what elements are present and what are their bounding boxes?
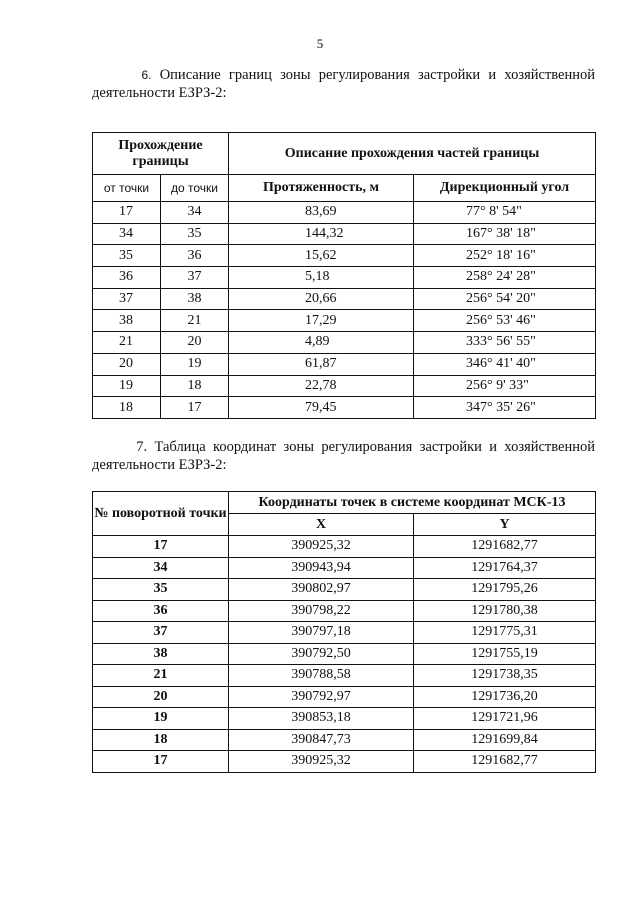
cell-from: 36 — [93, 267, 161, 289]
cell-from: 21 — [93, 332, 161, 354]
header-point: № поворотной точки — [93, 492, 229, 536]
cell-length: 5,18 — [229, 267, 414, 289]
table-row — [93, 245, 596, 267]
cell-length: 4,89 — [229, 332, 414, 354]
table-row — [93, 686, 596, 708]
table-row — [93, 536, 596, 558]
cell-from: 34 — [93, 223, 161, 245]
cell-y: 1291682,77 — [414, 536, 596, 558]
cell-point: 17 — [93, 751, 229, 773]
cell-to: 18 — [161, 375, 229, 397]
cell-length: 61,87 — [229, 353, 414, 375]
cell-point: 34 — [93, 557, 229, 579]
table-row — [93, 622, 596, 644]
header-coordinates: Координаты точек в системе координат МСК-13 — [229, 492, 596, 514]
cell-x: 390925,32 — [229, 751, 414, 773]
subheader-from: от точки — [93, 175, 161, 202]
cell-y: 1291764,37 — [414, 557, 596, 579]
cell-point: 17 — [93, 536, 229, 558]
cell-point: 21 — [93, 665, 229, 687]
cell-point: 36 — [93, 600, 229, 622]
boundary-description-table — [92, 132, 596, 419]
cell-length: 20,66 — [229, 288, 414, 310]
subheader-angle: Дирекционный угол — [414, 175, 596, 202]
cell-point: 18 — [93, 729, 229, 751]
cell-from: 20 — [93, 353, 161, 375]
cell-length: 22,78 — [229, 375, 414, 397]
cell-point: 37 — [93, 622, 229, 644]
cell-to: 35 — [161, 223, 229, 245]
section-7-text: 7. Таблица координат зоны регулирования застройки и хозяйственной деятельности ЕЗРЗ-2: — [92, 439, 595, 473]
cell-point: 19 — [93, 708, 229, 730]
cell-from: 38 — [93, 310, 161, 332]
table-row — [93, 643, 596, 665]
table-row — [93, 353, 596, 375]
cell-x: 390788,58 — [229, 665, 414, 687]
table-row — [93, 375, 596, 397]
cell-x: 390802,97 — [229, 579, 414, 601]
cell-x: 390943,94 — [229, 557, 414, 579]
cell-x: 390853,18 — [229, 708, 414, 730]
cell-length: 83,69 — [229, 202, 414, 224]
cell-to: 21 — [161, 310, 229, 332]
subheader-to: до точки — [161, 175, 229, 202]
section-6-number: 6. — [141, 68, 152, 82]
cell-angle: 256° 9' 33" — [414, 375, 596, 397]
table-row — [93, 310, 596, 332]
cell-x: 390798,22 — [229, 600, 414, 622]
cell-from: 35 — [93, 245, 161, 267]
section-6-paragraph — [92, 66, 595, 102]
cell-to: 17 — [161, 397, 229, 419]
coordinates-table — [92, 491, 596, 773]
table-row — [93, 557, 596, 579]
cell-y: 1291780,38 — [414, 600, 596, 622]
cell-to: 19 — [161, 353, 229, 375]
cell-angle: 256° 54' 20" — [414, 288, 596, 310]
cell-length: 144,32 — [229, 223, 414, 245]
table-row — [93, 267, 596, 289]
cell-x: 390797,18 — [229, 622, 414, 644]
subheader-y: Y — [414, 514, 596, 536]
cell-to: 20 — [161, 332, 229, 354]
cell-to: 34 — [161, 202, 229, 224]
cell-angle: 258° 24' 28" — [414, 267, 596, 289]
cell-point: 35 — [93, 579, 229, 601]
cell-y: 1291682,77 — [414, 751, 596, 773]
cell-from: 19 — [93, 375, 161, 397]
cell-length: 17,29 — [229, 310, 414, 332]
table-row — [93, 708, 596, 730]
table-row — [93, 600, 596, 622]
table-row — [93, 223, 596, 245]
cell-length: 79,45 — [229, 397, 414, 419]
header-description: Описание прохождения частей границы — [229, 133, 596, 175]
cell-y: 1291738,35 — [414, 665, 596, 687]
cell-to: 38 — [161, 288, 229, 310]
cell-x: 390792,50 — [229, 643, 414, 665]
table-row — [93, 397, 596, 419]
table-row — [93, 665, 596, 687]
cell-x: 390847,73 — [229, 729, 414, 751]
cell-angle: 252° 18' 16" — [414, 245, 596, 267]
table-row — [93, 288, 596, 310]
cell-from: 17 — [93, 202, 161, 224]
cell-x: 390925,32 — [229, 536, 414, 558]
subheader-x: X — [229, 514, 414, 536]
section-6-text: Описание границ зоны регулирования застройки и хозяйственной деятельности ЕЗРЗ-2: — [92, 67, 596, 101]
table-row — [93, 751, 596, 773]
table-row — [93, 579, 596, 601]
page-number: 5 — [316, 36, 324, 51]
cell-angle: 347° 35' 26" — [414, 397, 596, 419]
cell-y: 1291795,26 — [414, 579, 596, 601]
cell-from: 18 — [93, 397, 161, 419]
cell-angle: 77° 8' 54" — [414, 202, 596, 224]
cell-length: 15,62 — [229, 245, 414, 267]
cell-y: 1291736,20 — [414, 686, 596, 708]
table-row — [93, 332, 596, 354]
cell-x: 390792,97 — [229, 686, 414, 708]
cell-y: 1291721,96 — [414, 708, 596, 730]
cell-y: 1291755,19 — [414, 643, 596, 665]
subheader-length: Протяженность, м — [229, 175, 414, 202]
table-row — [93, 202, 596, 224]
cell-angle: 333° 56' 55" — [414, 332, 596, 354]
header-boundary: Прохождение границы — [93, 133, 229, 175]
cell-point: 38 — [93, 643, 229, 665]
section-7-paragraph — [92, 438, 595, 474]
cell-y: 1291775,31 — [414, 622, 596, 644]
cell-angle: 256° 53' 46" — [414, 310, 596, 332]
cell-angle: 167° 38' 18" — [414, 223, 596, 245]
table-row — [93, 729, 596, 751]
cell-to: 36 — [161, 245, 229, 267]
cell-y: 1291699,84 — [414, 729, 596, 751]
cell-angle: 346° 41' 40" — [414, 353, 596, 375]
cell-to: 37 — [161, 267, 229, 289]
cell-from: 37 — [93, 288, 161, 310]
cell-point: 20 — [93, 686, 229, 708]
